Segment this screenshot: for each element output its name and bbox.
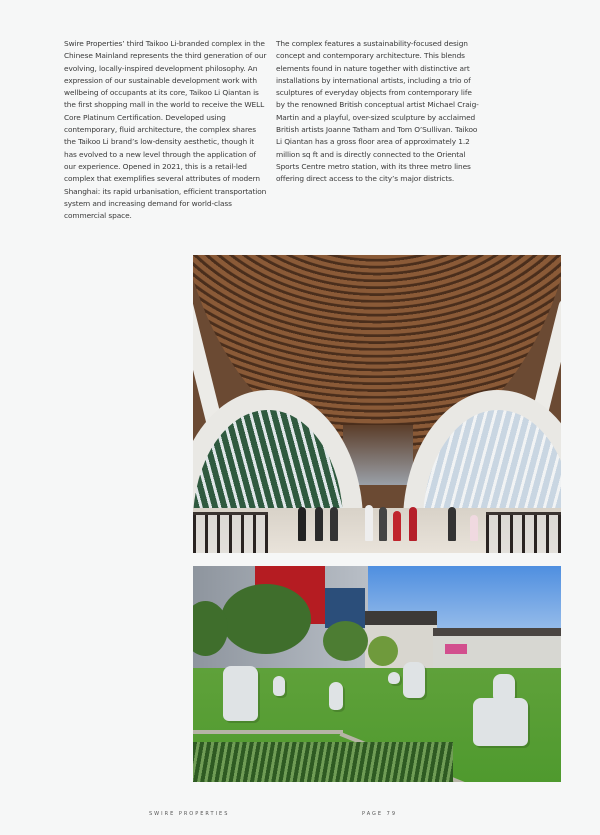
person [315,507,323,541]
person [365,505,373,541]
sculpture [273,676,285,696]
sculpture [223,666,258,721]
lawn-path [193,730,343,734]
paragraph-left: Swire Properties’ third Taikoo Li-branded complex in the Chinese Mainland represents the third generation of our evolving, locally-inspired development philosophy. An expression of our sustainable development work with wellbeing of occupants at its core, Taikoo Li Qiantan is the first shopping mall in the world to receive the WELL Core Platinum Certification. Developed using contemporary, fluid architecture, the complex shares the Taikoo Li brand’s low-density aesthetic, though it has evolved to a new level through the application of our experience. Opened in 2021, this is a retail-led complex that exemplifies several attributes of modern Shanghai: its rapid urbanisation, efficient transportation system and increasing demand for world-class commercial space. [64,39,267,221]
sculpture [403,662,425,698]
sculpture [388,672,400,684]
page-number: PAGE 79 [362,811,398,817]
sculpture [473,698,528,746]
person [409,507,417,541]
shrubs [193,742,453,782]
tree [368,636,398,666]
railing-left [193,512,268,553]
body-text-right-column [276,38,481,186]
paragraph-right: The complex features a sustainability-focused design concept and contemporary architecture. This blends elements found in nature together with distinctive art installations by international artists, including a trio of sculptures of everyday objects from contemporary life by the renowned British conceptual artist Michael Craig-Martin and a playful, over-sized sculpture by acclaimed British artists Joanne Tatham and Tom O’Sullivan. Taikoo Li Qiantan has a gross floor area of approximately 1.2 million sq ft and is directly connected to the Oriental Sports Centre metro station, with its three metro lines offering direct access to the city’s major districts. [276,39,479,184]
tree [323,621,368,661]
sculpture [329,682,343,710]
person [448,507,456,541]
person [330,507,338,541]
person [298,507,306,541]
body-text-left-column [64,38,269,222]
footer-brand: SWIRE PROPERTIES [149,811,230,817]
pink-sign [445,644,467,654]
person [379,507,387,541]
tree [221,584,311,654]
railing-right [486,512,561,553]
photo-sculpture-garden [193,566,561,782]
photo-covered-bridge [193,255,561,553]
person [470,515,478,541]
person [393,511,401,541]
